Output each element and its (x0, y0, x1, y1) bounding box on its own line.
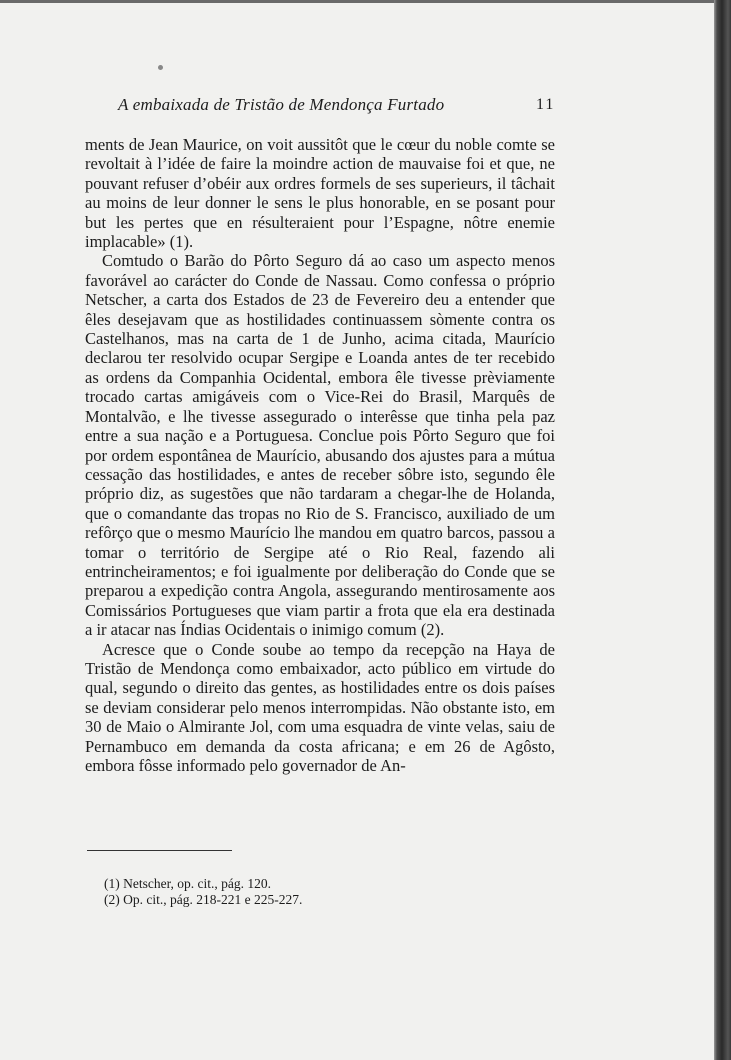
paragraph-continued: ments de Jean Maurice, on voit aussitôt que le cœur du noble comte se revoltait à l’idée de faire la moindre action de mauvaise foi et que, ne pouvant refuser d’obéir aux ordres formels de ses superieurs, il tâchait au moins de leur donner le sens le plus honorable, en se posant pour but les pertes que en résulteraient pour l’Espagne, nôtre enemie implacable» (1). (85, 135, 555, 252)
body-text (85, 135, 555, 775)
ink-speck (158, 65, 163, 70)
footnote-2 (104, 892, 302, 908)
paragraph: Comtudo o Barão do Pôrto Seguro dá ao caso um aspecto menos favorável ao carácter do Conde de Nassau. Como confessa o próprio Netscher, a carta dos Estados de 23 de Fevereiro deu a entender que êles desejavam que as hostilidades continuassem sòmente contra os Castelhanos, mas na carta de 1 de Junho, acima citada, Maurício declarou ter resolvido ocupar Sergipe e Loanda antes de ter recebido as ordens da Companhia Ocidental, embora êle tivesse prèviamente trocado cartas amigáveis com o Vice-Rei do Brasil, Marquês de Montalvão, e lhe tivesse assegurado o interêsse que tinha pela paz entre a sua nação e a Portuguesa. Conclue pois Pôrto Seguro que foi por ordem espontânea de Maurício, abusando dos ajustes para a mútua cessação das hostilidades, e antes de receber sôbre isto, segundo êle próprio diz, as sugestões que não tardaram a chegar-lhe de Holanda, que o comandante das tropas no Rio de S. Francisco, auxiliado de um refôrço que o mesmo Maurício lhe mandou em quatro barcos, passou a tomar o território de Sergipe até o Rio Real, fazendo ali entrincheiramentos; e foi igualmente por deliberação do Conde que se preparou a expedição contra Angola, assegurando mentirosamente aos Comissários Portugueses que viam partir a frota que ela era destinada a ir atacar nas Índias Ocidentais o inimigo comum (2). (85, 251, 555, 640)
footnote-marker: (2) (104, 891, 120, 907)
running-title: A embaixada de Tristão de Mendonça Furtado (118, 95, 445, 114)
footnote-marker: (1) (104, 876, 120, 891)
paragraph: Acresce que o Conde soube ao tempo da recepção na Haya de Tristão de Mendonça como embaixador, acto público em virtude do qual, segundo o direito das gentes, as hostilidades entre os dois países se deviam considerar pelo menos interrompidas. Não obstante isto, em 30 de Maio o Almirante Jol, com uma esquadra de vinte velas, saiu de Pernambuco em demanda da costa africana; e em 26 de Agôsto, embora fôsse informado pelo governador de An- (85, 639, 555, 775)
footnote-text: Netscher, op. cit., pág. 120. (123, 876, 272, 891)
footnote-1 (104, 876, 302, 892)
footnotes (104, 876, 302, 907)
footnote-text: Op. cit., pág. 218-221 e 225-227. (123, 891, 303, 907)
book-spine-edge (714, 0, 731, 1060)
page-number: 11 (536, 96, 556, 113)
footnote-rule (87, 850, 232, 851)
